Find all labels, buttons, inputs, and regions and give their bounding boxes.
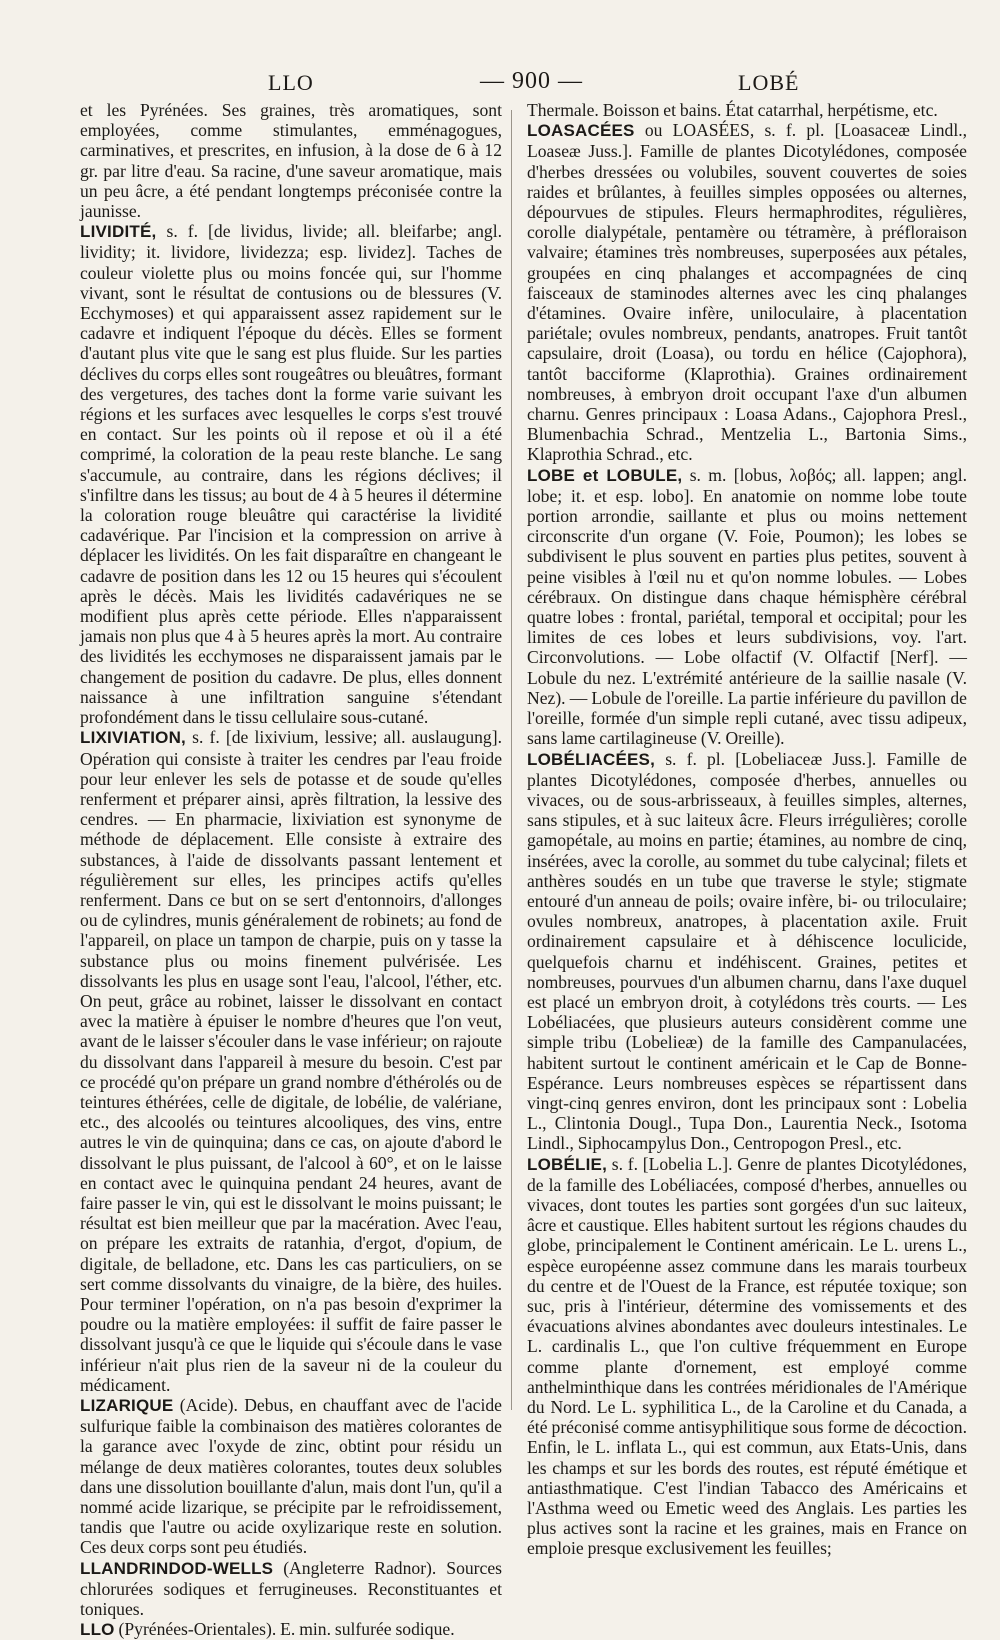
- entry-headword: LOBE et LOBULE,: [527, 465, 683, 485]
- dictionary-entry: [527, 1154, 967, 1559]
- entry-text: ou LOASÉES, s. f. pl. [Loasaceæ Lindl., Loaseæ Juss.]. Famille de plantes Dicotylédones, composée d'herbes dressées ou volubiles, souvent couvertes de soies raides et brûlantes, à feuilles simples opposées ou alternes, dépourvues de stipules. Fleurs hermaphrodites, régulières, corolle dialypétale, pentamère ou tétramère, à préfloraison valvaire; étamines très nombreuses, superposées aux pétales, groupées en cinq phalanges et accompagnées de cinq faisceaux de staminodes alternes avec les cinq phalanges d'étamines. Ovaire infère, uniloculaire, à placentation pariétale; ovules nombreux, pendants, anatropes. Fruit tantôt capsulaire, droit (Loasa), ou tordu en hélice (Cajophora), tantôt bacciforme (Klaprothia). Graines ordinairement nombreuses, à embryon droit occupant l'axe d'un albumen charnu. Genres principaux : Loasa Adans., Cajophora Presl., Blumenbachia Schrad., Mentzelia L., Bartonia Sims., Klaprothia Schrad., etc.: [527, 120, 967, 465]
- entry-headword: LOASACÉES: [527, 121, 635, 141]
- continuation-paragraph: Thermale. Boisson et bains. État catarrhal, herpétisme, etc.: [527, 100, 938, 120]
- right-column: [527, 100, 968, 1559]
- dictionary-entry: [527, 749, 967, 1154]
- dictionary-entry: [80, 221, 502, 727]
- column-divider: [511, 110, 512, 1410]
- entry-text: s. f. [de lividus, livide; all. bleifarbe; angl. lividity; it. lividore, lividezza; esp. lividez]. Taches de couleur violette plus ou moins foncée qui, sur l'homme vivant, sont le résultat de contusions ou de blessures (V. Ecchymoses) et qui apparaissent assez rapidement sur le cadavre et indiquent l'époque du décès. Elles se forment d'autant plus vite que le sang est plus fluide. Sur les parties déclives du corps elles sont rougeâtres ou bleuâtres, formant des vergetures, des taches dont la forme varie suivant les régions et les surfaces avec lesquelles le corps s'est trouvé en contact. Sur les points où il repose et où il a été comprimé, la coloration de la peau reste blanche. Le sang s'accumule, au contraire, dans les régions déclives; il s'infiltre dans les tissus; au bout de 4 à 5 heures il détermine la coloration rouge bleuâtre qui caractérise la lividité cadavérique. Par l'incision et la compression on arrive à déplacer les lividités. On les fait disparaître en changeant le cadavre de position dans les 12 ou 15 heures qui s'écoulent après le décès. Mais les lividités cadavériques ne se modifient plus après cette période. Elles n'apparaissent jamais non plus que 4 à 5 heures après la mort. Au contraire des lividités les ecchymoses ne disparaissent jamais par le changement de position du cadavre. De plus, elles donnent naissance à une infiltration sanguine s'étendant profondément dans le tissu cellulaire sous-cutané.: [80, 221, 502, 728]
- entry-text: (Angleterre Radnor). Sources chlorurées sodiques et ferrugineuses. Reconstituantes et toniques.: [80, 1557, 502, 1620]
- entry-text: s. f. pl. [Lobeliaceæ Juss.]. Famille de plantes Dicotylédones, composée d'herbes, annuelles ou vivaces, ou de sous-arbrisseaux, à feuilles simples, alternes, sans stipules, et à suc laiteux âcre. Fleurs irrégulières; corolle gamopétale, au moins en partie; étamines, au nombre de cinq, insérées, avec la corolle, au sommet du tube calycinal; filets et anthères soudés en un tube que traverse le style; stigmate entouré d'un anneau de poils; ovaire infère, bi- ou triloculaire; ovules nombreux, anatropes, à placentation axile. Fruit ordinairement capsulaire et à déhiscence loculicide, quelquefois charnu et indéhiscent. Graines, petites et nombreuses, pourvues d'un albumen charnu, dans l'axe duquel est placé un embryon droit, à cotylédons très courts. — Les Lobéliacées, que plusieurs auteurs considèrent comme une simple tribu (Lobelieæ) de la famille des Campanulacées, habitent surtout le continent américain et le Cap de Bonne-Espérance. Leurs nombreuses espèces se répartissent dans vingt-cinq genres environ, dont les principaux sont : Lobelia L., Clintonia Dougl., Tupa Don., Laurentia Neck., Isotoma Lindl., Siphocampylus Don., Centropogon Presl., etc.: [527, 748, 967, 1154]
- entry-headword: LOBÉLIE,: [527, 1154, 607, 1174]
- dictionary-entry: [80, 1619, 502, 1640]
- entry-headword: LLANDRINDOD-WELLS: [80, 1558, 274, 1578]
- page-header: [70, 62, 940, 98]
- continuation-paragraph: et les Pyrénées. Ses graines, très aromatiques, sont employées, comme stimulantes, emménagogues, carminatives, et prescrites, en infusion, à la dose de 6 à 12 gr. par litre d'eau. Sa racine, d'une saveur aromatique, mais un peu âcre, a été pendant longtemps préconisée contre la jaunisse.: [80, 100, 502, 222]
- header-right-guideword: LOBÉ: [738, 70, 800, 95]
- dictionary-entry: [80, 727, 502, 1395]
- entry-text: s. f. [de lixivium, lessive; all. auslaugung]. Opération qui consiste à traiter les cendres par l'eau froide pour leur enlever les sels de potasse et de soude qu'elles renferment et préparer ainsi, après filtration, la lessive des cendres. — En pharmacie, lixiviation est synonyme de méthode de déplacement. Elle consiste à extraire des substances, à l'aide de dissolvants passant lentement et régulièrement sur elles, les principes actifs qu'elles renferment. Dans ce but on se sert d'entonnoirs, d'allonges ou de cylindres, munis généralement de robinets; au fond de l'appareil, on place un tampon de charpie, puis on y tasse la substance plus ou moins finement pulvérisée. Les dissolvants les plus en usage sont l'eau, l'alcool, l'éther, etc. On peut, grâce au robinet, laisser le dissolvant en contact avec la matière à épuiser le nombre d'heures que l'on veut, avant de le laisser s'écouler dans le vase inférieur; on rajoute du dissolvant dans l'appareil à mesure du besoin. C'est par ce procédé qu'on prépare un grand nombre d'éthérolés ou de teintures éthérées, celle de digitale, de lobélie, de valériane, etc., des alcoolés ou teintures alcooliques, des vins, entre autres le vin de quinquina; dans ce cas, on ajoute d'abord le dissolvant le plus puissant, de l'alcool à 60°, et on le laisse en contact avec le quinquina pendant 24 heures, avant de faire passer le vin, qui est le dissolvant le moins puissant; le résultat est bien meilleur que par la macération. Avec l'eau, on prépare les extraits de ratanhia, d'ergot, d'opium, de digitale, de belladone, etc. Dans les cas particuliers, on se sert comme dissolvants du vinaigre, de la bière, des huiles. Pour terminer l'opération, on n'a pas besoin d'exprimer la poudre ou la matière employées: il suffit de faire passer le dissolvant jusqu'à ce que le liquide qui s'écoule dans le vase inférieur n'ait plus rien de la saveur ni de la couleur du médicament.: [80, 727, 502, 1395]
- left-column: [80, 100, 502, 1640]
- entry-headword: LOBÉLIACÉES,: [527, 749, 656, 769]
- dictionary-entry: [527, 120, 967, 464]
- entry-headword: LIXIVIATION,: [80, 728, 186, 748]
- header-left-guideword: LLO: [268, 70, 314, 95]
- entry-headword: LIZARIQUE: [80, 1396, 174, 1415]
- entry-headword: LIVIDITÉ,: [80, 222, 157, 242]
- dictionary-entry: [527, 465, 967, 749]
- entry-text: s. f. [Lobelia L.]. Genre de plantes Dicotylédones, de la famille des Lobéliacées, composé d'herbes, annuelles ou vivaces, dont toutes les parties sont gorgées d'un suc laiteux, âcre et caustique. Elles habitent surtout les régions chaudes du globe, principalement le Continent américain. Le L. urens L., espèce européenne assez commune dans les marais tourbeux du centre et de l'Ouest de la France, est réputée toxique; son suc, pris à l'intérieur, détermine des vomissements et des évacuations alvines abondantes avec douleurs intestinales. Le L. cardinalis L., que l'on cultive fréquemment en Europe comme plante d'ornement, est employé comme anthelminthique dans les contrées méridionales de l'Amérique du Nord. Le L. syphilitica L., de la Caroline et du Canada, a été préconisé comme antisyphilitique sous forme de décoction. Enfin, le L. inflata L., qui est commun, aux Etats-Unis, dans les champs et sur les bords des routes, est réputé émétique et antiasthmatique. C'est l'indian Tabacco des Américains et l'Asthma weed ou Emetic weed des Anglais. Les parties les plus actives sont la racine et les graines, mais en France on emploie presque exclusivement les feuilles;: [527, 1153, 968, 1559]
- entry-text: s. m. [lobus, λοβός; all. lappen; angl. lobe; it. et esp. lobo]. En anatomie on nomme lobe toute portion arrondie, saillante et plus ou moins nettement circonscrite d'un organe (V. Foie, Poumon); les lobes se subdivisent le plus souvent en parties plus petites, souvent à peine visibles à l'œil nu et qu'on nomme lobules. — Lobes cérébraux. On distingue dans chaque hémisphère cérébral quatre lobes : frontal, pariétal, temporal et occipital; pour les limites de ces lobes et leurs subdivisions, voy. l'art. Circonvolutions. — Lobe olfactif (V. Olfactif [Nerf]. — Lobule du nez. L'extrémité antérieure de la saillie nasale (V. Nez). — Lobule de l'oreille. La partie inférieure du pavillon de l'oreille, formée d'un simple repli cutané, avec tissu adipeux, sans lame cartilagineuse (V. Oreille).: [527, 464, 967, 749]
- dictionary-entry: [80, 1395, 502, 1558]
- entry-text: (Acide). Debus, en chauffant avec de l'acide sulfurique faible la combinaison des matières colorantes de la garance avec l'oxyde de zinc, obtint pour résidu un mélange de deux matières colorantes, toutes deux solubles dans une dissolution bouillante d'alun, mais dont l'un, qu'il a nommé acide lizarique, se précipite par le refroidissement, tandis que l'autre ou acide oxylizarique reste en solution. Ces deux corps sont peu étudiés.: [80, 1395, 502, 1558]
- page-number: — 900 —: [480, 68, 583, 94]
- entry-text: (Pyrénées-Orientales). E. min. sulfurée sodique.: [118, 1619, 455, 1640]
- entry-headword: LLO: [80, 1620, 115, 1640]
- dictionary-entry: [80, 1558, 502, 1620]
